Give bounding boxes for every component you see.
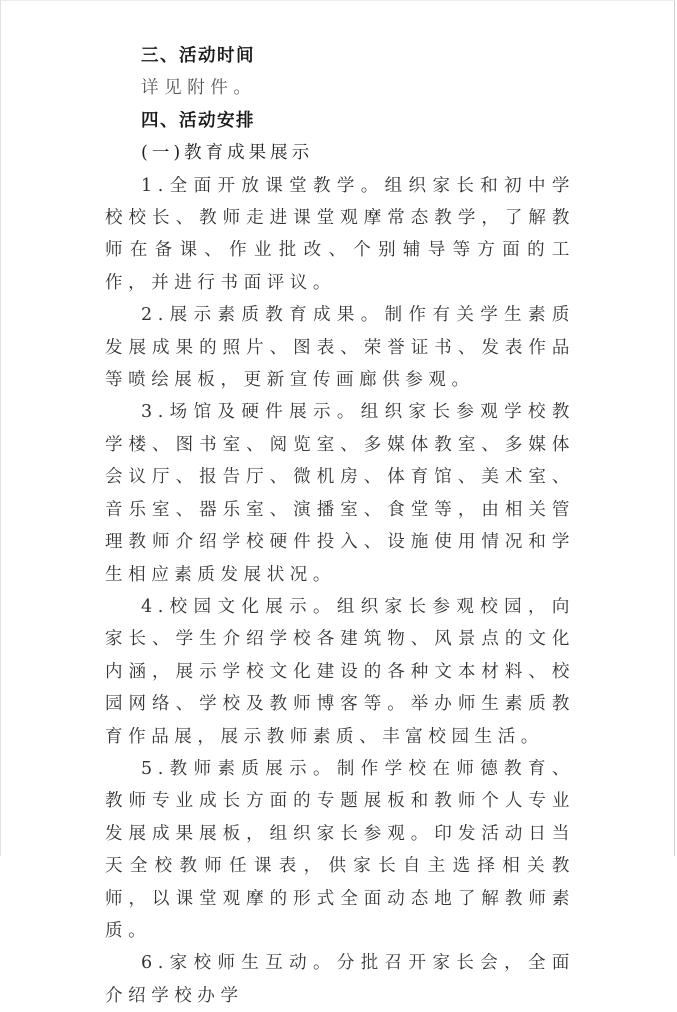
section-heading-activity-arrangement: 四、活动安排 [141, 110, 255, 131]
document-content [105, 40, 575, 1012]
subheading-education-results: (一)教育成果展示 [141, 143, 314, 164]
paragraph-item-3: 3.场馆及硬件展示。组织家长参观学校教学楼、图书室、阅览室、多媒体教室、多媒体会议厅、报告厅、微机房、体育馆、美术室、音乐室、器乐室、演播室、食堂等，由相关管理教师介绍学校硬件投入、设施使用情况和学生相应素质发展状况。 [105, 402, 575, 585]
activity-time-text: 详见附件。 [141, 78, 257, 99]
paragraph-item-1: 1.全面开放课堂教学。组织家长和初中学校校长、教师走进课堂观摩常态教学，了解教师在备课、作业批改、个别辅导等方面的工作，并进行书面评议。 [105, 175, 575, 293]
section-heading-activity-time: 三、活动时间 [141, 46, 255, 66]
paragraph-item-4: 4.校园文化展示。组织家长参观校园，向家长、学生介绍学校各建筑物、风景点的文化内涵，展示学校文化建设的各种文本材料、校园网络、学校及教师博客等。举办师生素质教育作品展，展示教师素质、丰富校园生活。 [105, 596, 575, 747]
paragraph-item-5: 5.教师素质展示。制作学校在师德教育、教师专业成长方面的专题展板和教师个人专业发展成果展板，组织家长参观。印发活动日当天全校教师任课表，供家长自主选择相关教师，以课堂观摩的形式全面动态地了解教师素质。 [105, 758, 575, 941]
paragraph-item-6: 6.家校师生互动。分批召开家长会，全面介绍学校办学 [105, 953, 575, 1006]
paragraph-item-2: 2.展示素质教育成果。制作有关学生素质发展成果的照片、图表、荣誉证书、发表作品等喷绘展板，更新宣传画廊供参观。 [105, 305, 575, 391]
